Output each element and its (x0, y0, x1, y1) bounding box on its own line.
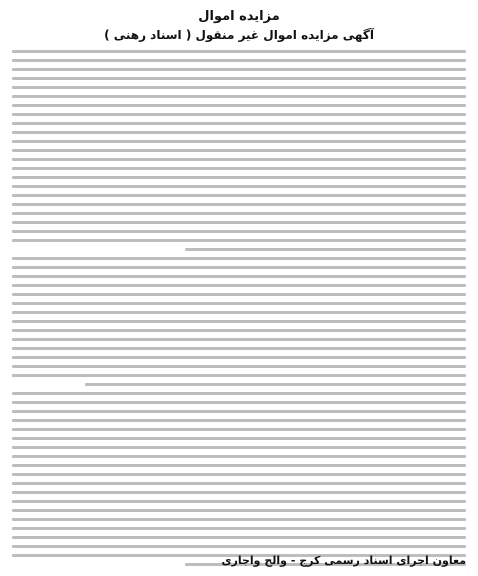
text-line-placeholder (12, 392, 466, 395)
text-line-placeholder (12, 131, 466, 134)
text-line-placeholder (12, 77, 466, 80)
text-line-placeholder (12, 437, 466, 440)
text-line-placeholder (12, 536, 466, 539)
notice-paragraph-1 (12, 50, 466, 251)
text-line-placeholder (12, 482, 466, 485)
text-line-placeholder (12, 158, 466, 161)
text-line-placeholder (12, 545, 466, 548)
text-line-placeholder (12, 428, 466, 431)
text-line-placeholder (12, 365, 466, 368)
text-line-placeholder (12, 230, 466, 233)
text-line-placeholder (12, 140, 466, 143)
text-line-placeholder (12, 284, 466, 287)
text-line-placeholder (12, 203, 466, 206)
text-line-placeholder (12, 464, 466, 467)
text-line-placeholder (12, 221, 466, 224)
text-line-placeholder (12, 518, 466, 521)
text-line-placeholder (12, 86, 466, 89)
text-line-placeholder (12, 320, 466, 323)
text-line-placeholder (12, 347, 466, 350)
notice-subtitle: آگهی مزایده اموال غیر منقول ( اسناد رهنی ) (104, 28, 374, 42)
text-line-placeholder (12, 50, 466, 53)
notice-title: مزایده اموال (198, 9, 280, 24)
text-line-placeholder (12, 194, 466, 197)
text-line-placeholder (12, 113, 466, 116)
text-line-placeholder (12, 491, 466, 494)
text-line-placeholder (12, 293, 466, 296)
text-line-placeholder (12, 455, 466, 458)
text-line-placeholder (12, 275, 466, 278)
text-line-placeholder (12, 185, 466, 188)
text-line-placeholder (12, 338, 466, 341)
text-line-placeholder (12, 374, 466, 377)
text-line-placeholder (12, 527, 466, 530)
notice-paragraph-3 (12, 392, 466, 566)
text-line-placeholder (12, 176, 466, 179)
text-line-placeholder (12, 59, 466, 62)
text-line-placeholder (12, 401, 466, 404)
text-line-placeholder (12, 68, 466, 71)
text-line-placeholder (185, 248, 466, 251)
text-line-placeholder (12, 212, 466, 215)
text-line-placeholder (12, 419, 466, 422)
text-line-placeholder (12, 302, 466, 305)
text-line-placeholder (12, 95, 466, 98)
notice-signature: معاون اجرای اسناد رسمی کرج - والح واجاری (221, 554, 466, 567)
text-line-placeholder (12, 410, 466, 413)
text-line-placeholder (12, 446, 466, 449)
text-line-placeholder (12, 500, 466, 503)
text-line-placeholder (12, 257, 466, 260)
text-line-placeholder (85, 383, 466, 386)
text-line-placeholder (12, 473, 466, 476)
text-line-placeholder (12, 311, 466, 314)
text-line-placeholder (12, 239, 466, 242)
text-line-placeholder (12, 509, 466, 512)
text-line-placeholder (12, 266, 466, 269)
text-line-placeholder (12, 122, 466, 125)
text-line-placeholder (12, 167, 466, 170)
text-line-placeholder (12, 356, 466, 359)
notice-paragraph-2 (12, 257, 466, 386)
text-line-placeholder (12, 149, 466, 152)
text-line-placeholder (12, 329, 466, 332)
text-line-placeholder (12, 104, 466, 107)
